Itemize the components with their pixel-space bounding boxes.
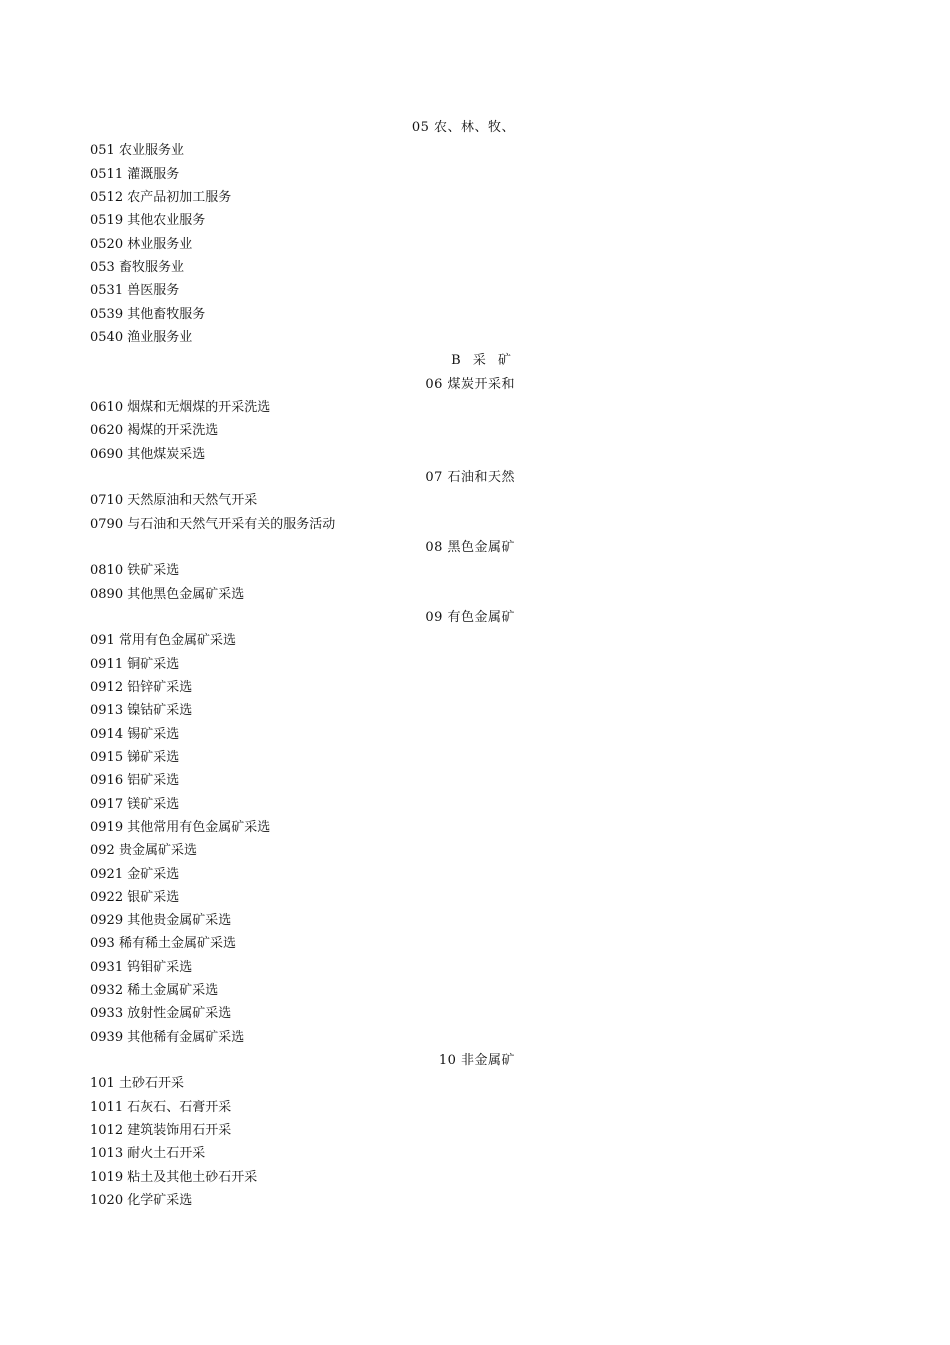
- list-item: 0921 金矿采选: [90, 866, 180, 882]
- list-item: 091 常用有色金属矿采选: [90, 633, 236, 649]
- list-item: 092 贵金属矿采选: [90, 843, 197, 859]
- list-item: 0933 放射性金属矿采选: [90, 1006, 232, 1022]
- list-item: 0610 烟煤和无烟煤的开采洗选: [90, 399, 271, 415]
- list-item: 1019 粘土及其他土砂石开采: [90, 1169, 258, 1185]
- list-item: 1020 化学矿采选: [90, 1193, 193, 1209]
- section-heading: 10 非金属矿: [438, 1053, 515, 1069]
- list-item: 0690 其他煤炭采选: [90, 446, 206, 462]
- list-item: 0620 褐煤的开采洗选: [90, 423, 219, 439]
- section-heading: 09 有色金属矿: [425, 609, 515, 625]
- list-item: 0915 锑矿采选: [90, 749, 180, 765]
- list-item: 0912 铅锌矿采选: [90, 679, 193, 695]
- list-item: 093 稀有稀土金属矿采选: [90, 936, 236, 952]
- list-item: 0914 锡矿采选: [90, 726, 180, 742]
- list-item: 1013 耐火土石开采: [90, 1146, 206, 1162]
- section-heading: 08 黑色金属矿: [425, 539, 515, 555]
- section-heading: 07 石油和天然: [425, 469, 515, 485]
- list-item: 1011 石灰石、石膏开采: [90, 1099, 232, 1115]
- list-item: 0511 灌溉服务: [90, 166, 180, 182]
- section-heading: B 采 矿: [451, 353, 515, 369]
- list-item: 0916 铝矿采选: [90, 773, 180, 789]
- list-item: 0540 渔业服务业: [90, 329, 193, 345]
- list-item: 051 农业服务业: [90, 143, 184, 159]
- list-item: 0911 铜矿采选: [90, 656, 180, 672]
- list-item: 0519 其他农业服务: [90, 213, 206, 229]
- list-item: 0922 银矿采选: [90, 889, 180, 905]
- list-item: 1012 建筑装饰用石开采: [90, 1123, 232, 1139]
- list-item: 0919 其他常用有色金属矿采选: [90, 819, 271, 835]
- list-item: 0929 其他贵金属矿采选: [90, 913, 232, 929]
- list-item: 0932 稀土金属矿采选: [90, 983, 219, 999]
- list-item: 0520 林业服务业: [90, 236, 193, 252]
- list-item: 053 畜牧服务业: [90, 259, 184, 275]
- section-heading: 06 煤炭开采和: [425, 376, 515, 392]
- list-item: 0710 天然原油和天然气开采: [90, 493, 258, 509]
- list-item: 0931 钨钼矿采选: [90, 959, 193, 975]
- list-item: 0810 铁矿采选: [90, 563, 180, 579]
- list-item: 0917 镁矿采选: [90, 796, 180, 812]
- list-item: 101 土砂石开采: [90, 1076, 184, 1092]
- list-item: 0913 镍钴矿采选: [90, 703, 193, 719]
- list-item: 0531 兽医服务: [90, 283, 180, 299]
- section-heading: 05 农、林、牧、: [411, 120, 515, 135]
- list-item: 0939 其他稀有金属矿采选: [90, 1029, 245, 1045]
- classification-list: [0, 116, 950, 1212]
- list-item: 0512 农产品初加工服务: [90, 189, 232, 205]
- list-item: 0790 与石油和天然气开采有关的服务活动: [90, 516, 336, 532]
- list-item: 0890 其他黑色金属矿采选: [90, 586, 245, 602]
- list-item: 0539 其他畜牧服务: [90, 306, 206, 322]
